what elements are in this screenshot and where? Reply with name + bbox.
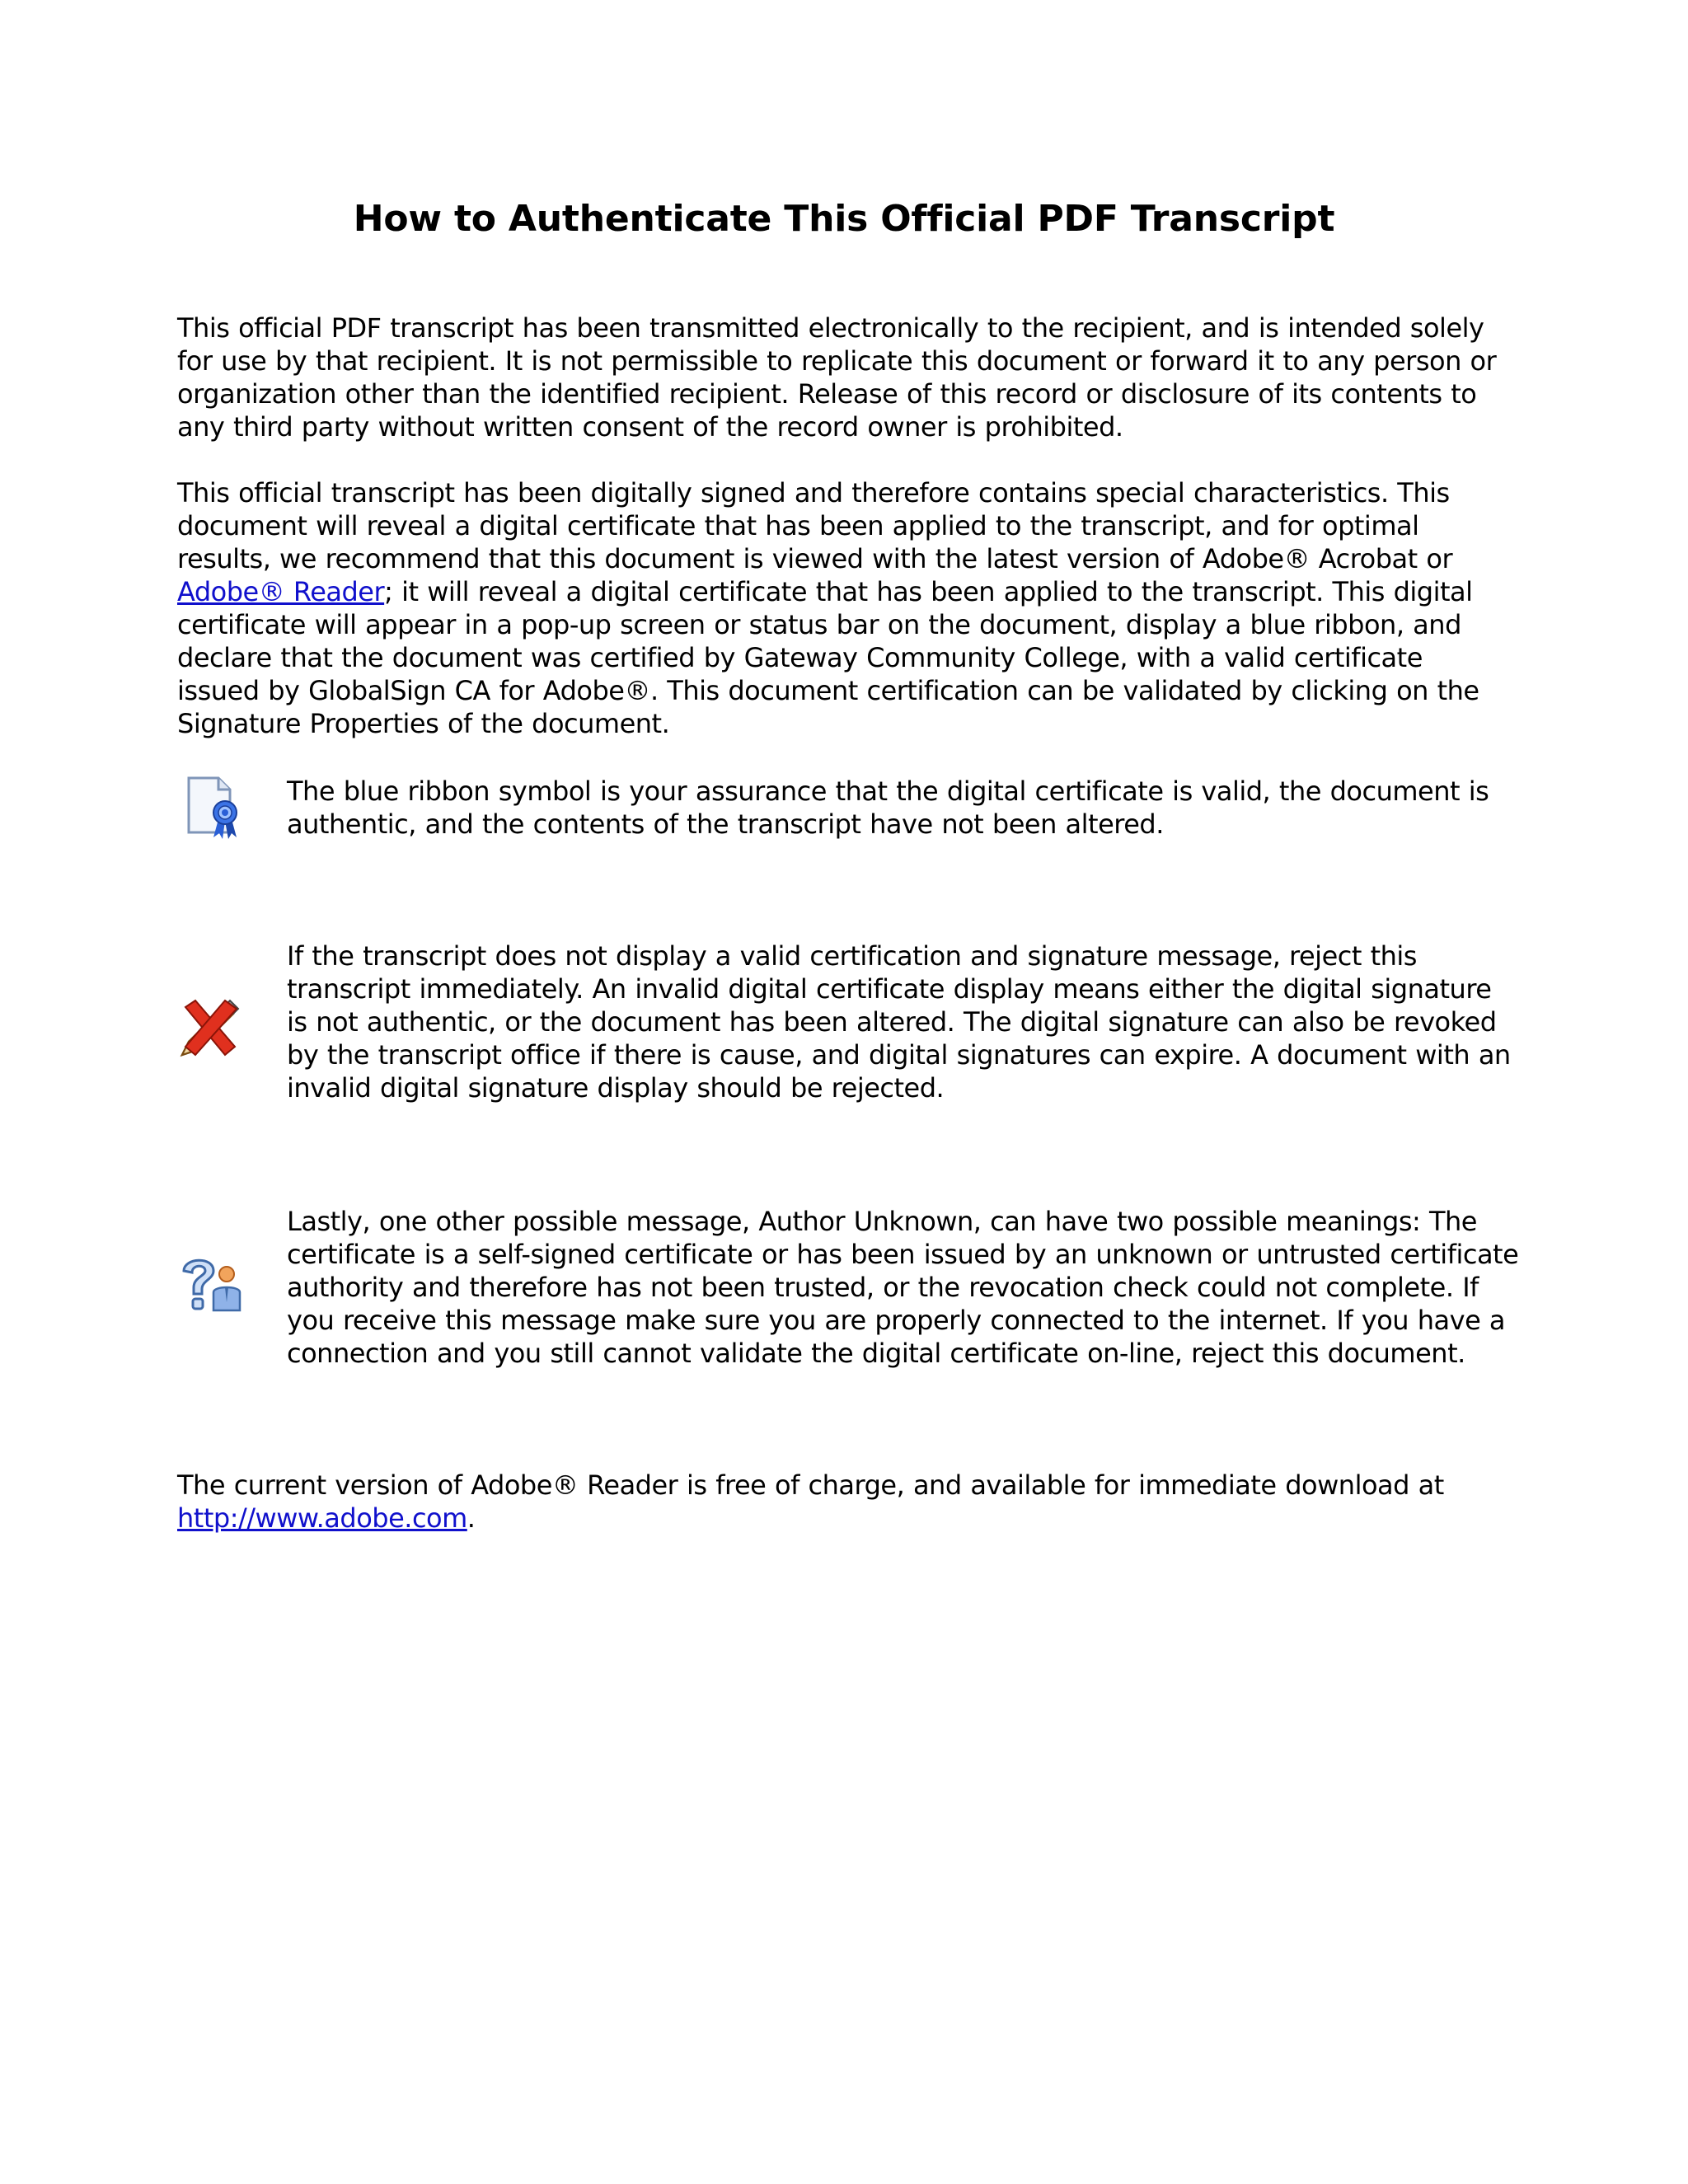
intro-paragraph: This official PDF transcript has been transmitted electronically to the recipient, and is intended solely for use by that recipient. It is not permissible to replicate this document or forward it to any person or organization other than the identified recipient. Release of this record or disclosure of its contents to any third party without written consent of the record owner is prohibited. (177, 312, 1497, 443)
invalid-signature-pen-x-icon (177, 996, 243, 1062)
author-unknown-text: Lastly, one other possible message, Author Unknown, can have two possible meanings: The certificate is a self-signed certificate or has been issued by an unknown or untrusted certificate authority and therefore has not been trusted, or the revocation check could not complete. If you receive this message make sure you are properly connected to the internet. If you have a connection and you still cannot validate the digital certificate on-line, reject this document. (287, 1206, 1519, 1369)
invalid-signature-text: If the transcript does not display a valid certification and signature message, reject this transcript immediately. An invalid digital certificate display means either the digital signature is not authentic, or the document has been altered. The digital signature can also be revoked by the transcript office if there is cause, and digital signatures can expire. A document with an invalid digital signature display should be rejected. (287, 940, 1511, 1104)
unknown-author-question-icon (177, 1251, 243, 1317)
adobe-reader-link[interactable]: Adobe® Reader (177, 576, 385, 607)
paragraph2-text-end: ; it will reveal a digital certificate that has been applied to the transcript. This digital certificate will appear in a pop-up screen or status bar on the document, display a blue ribbon, and declare that the document was certified by Gateway Community College, with a valid certificate issued by GlobalSign CA for Adobe®. This document certification can be validated by clicking on the Signature Properties of the document. (177, 576, 1479, 739)
adobe-website-link[interactable]: http://www.adobe.com (177, 1502, 467, 1534)
page-title: How to Authenticate This Official PDF Transcript (353, 198, 1335, 240)
adobe-download-paragraph (177, 1469, 1512, 1535)
paragraph2-text-start: This official transcript has been digitally signed and therefore contains special characteristics. This document will reveal a digital certificate that has been applied to the transcript, and for optimal results, we recommend that this document is viewed with the latest version of Adobe® Acrobat or (177, 477, 1453, 574)
blue-ribbon-text: The blue ribbon symbol is your assurance that the digital certificate is valid, the document is authentic, and the contents of the transcript have not been altered. (287, 776, 1489, 840)
download-period: . (467, 1502, 476, 1534)
download-text: The current version of Adobe® Reader is free of charge, and available for immediate download at (177, 1469, 1444, 1501)
certified-document-ribbon-icon (177, 775, 243, 841)
digital-signature-paragraph (177, 476, 1512, 740)
